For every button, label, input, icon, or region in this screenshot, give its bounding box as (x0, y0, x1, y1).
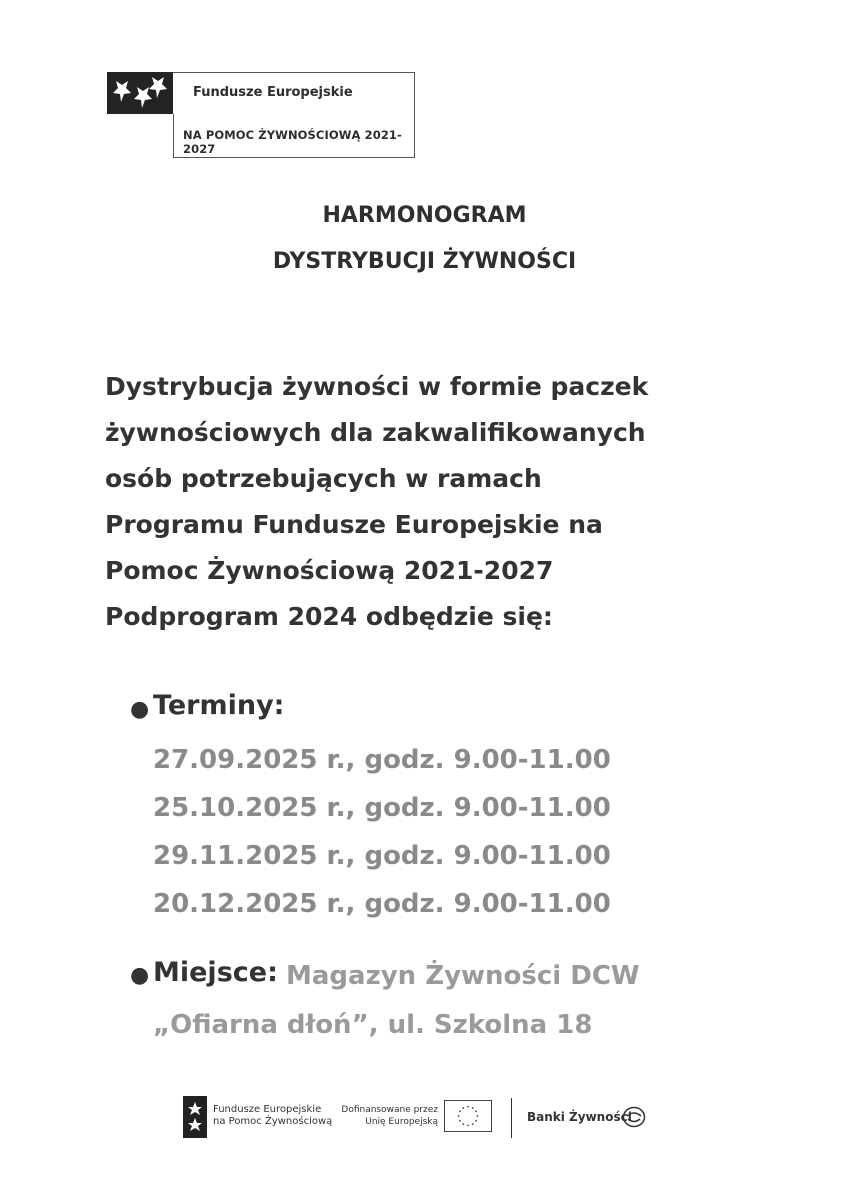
fe-stars-logo-icon (107, 72, 173, 114)
eu-flag-icon (444, 1100, 492, 1132)
term-date: 29.11.2025 r., godz. 9.00-11.00 (153, 841, 611, 871)
page-title-line-1: HARMONOGRAM (322, 203, 527, 228)
paragraph-line: Pomoc Żywnościową 2021-2027 (105, 556, 554, 585)
paragraph-line: Programu Fundusze Europejskie na (105, 510, 603, 539)
place-line-2: „Ofiarna dłoń”, ul. Szkolna 18 (153, 1010, 593, 1040)
logo-title: Fundusze Europejskie (193, 85, 353, 100)
banki-zywnosci-text: Banki Żywności (527, 1110, 632, 1124)
terms-label: Terminy: (153, 690, 285, 721)
fe-footer-line-2: na Pomoc Żywnościową (213, 1116, 333, 1127)
eu-footer-line-2: Unię Europejską (365, 1117, 438, 1127)
fe-footer-line-1: Fundusze Europejskie (213, 1104, 322, 1115)
paragraph-line: osób potrzebujących w ramach (105, 464, 542, 493)
paragraph-line: Dystrybucja żywności w formie paczek (105, 372, 649, 401)
term-date: 20.12.2025 r., godz. 9.00-11.00 (153, 889, 611, 919)
page-title-line-2: DYSTRYBUCJI ŻYWNOŚCI (272, 249, 577, 274)
place-label: Miejsce: (153, 957, 278, 988)
fe-footer-logo-icon (183, 1096, 207, 1138)
paragraph-line: Podprogram 2024 odbędzie się: (105, 602, 553, 631)
intro-paragraph (105, 364, 805, 640)
bullet-dot-icon: ● (130, 697, 150, 722)
terms-date-list (153, 736, 611, 928)
bullet-dot-icon: ● (130, 963, 150, 988)
eu-footer-text (340, 1104, 438, 1128)
eu-footer-line-1: Dofinansowane przez (341, 1105, 438, 1115)
logo-subtitle: NA POMOC ŻYWNOŚCIOWĄ 2021-2027 (183, 128, 402, 156)
footer-divider (511, 1098, 512, 1138)
banki-zywnosci-logo-icon (622, 1106, 646, 1128)
footer-logos (0, 1090, 849, 1150)
term-date: 25.10.2025 r., godz. 9.00-11.00 (153, 793, 611, 823)
place-line-1: Magazyn Żywności DCW (286, 961, 640, 991)
fe-header-logo (107, 72, 415, 158)
term-date: 27.09.2025 r., godz. 9.00-11.00 (153, 745, 611, 775)
fe-footer-text (213, 1104, 332, 1128)
paragraph-line: żywnościowych dla zakwalifikowanych (105, 418, 646, 447)
